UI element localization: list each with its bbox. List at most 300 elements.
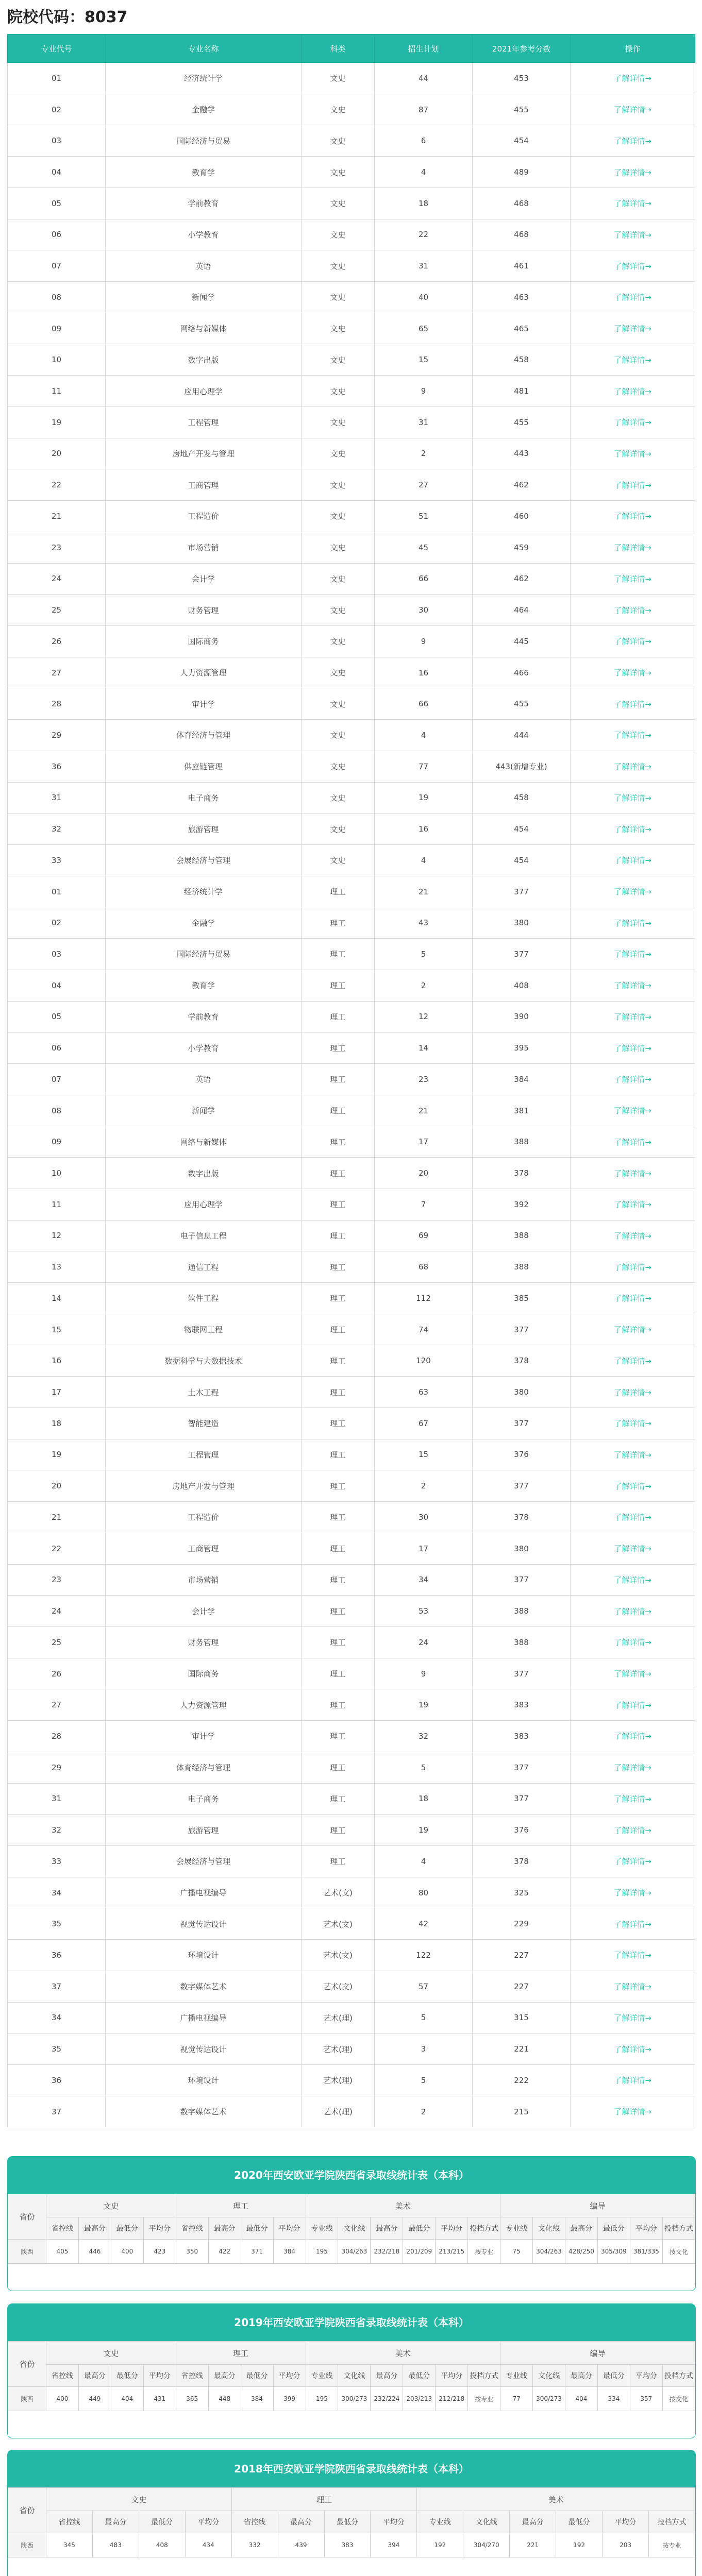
category-cell: 艺术(理)	[302, 2096, 375, 2127]
plan-cell: 24	[375, 1626, 473, 1658]
score-cell: 305/309	[597, 2240, 630, 2264]
category-cell: 理工	[302, 1001, 375, 1032]
major-name-cell: 广播电视编导	[106, 1877, 302, 1908]
plan-cell: 66	[375, 688, 473, 720]
score-cell: 422	[208, 2240, 241, 2264]
plan-cell: 20	[375, 1158, 473, 1189]
details-link[interactable]: 了解详情→	[614, 1168, 651, 1178]
major-code-cell: 29	[8, 720, 106, 751]
sub-header: 投档方式	[468, 2217, 500, 2240]
plan-cell: 45	[375, 532, 473, 563]
major-name-cell: 国际经济与贸易	[106, 939, 302, 970]
major-name-cell: 工程管理	[106, 406, 302, 438]
plan-cell: 4	[375, 1845, 473, 1877]
sub-header: 省控线	[176, 2217, 208, 2240]
major-name-cell: 数字媒体艺术	[106, 1971, 302, 2002]
category-cell: 文史	[302, 313, 375, 344]
score-cell: 434	[185, 2533, 231, 2557]
details-link[interactable]: 了解详情→	[614, 605, 651, 615]
table-row	[8, 1001, 695, 1032]
major-name-cell: 金融学	[106, 94, 302, 125]
plan-cell: 4	[375, 157, 473, 188]
plan-cell: 51	[375, 501, 473, 532]
score-cell: 462	[473, 563, 571, 595]
stat-box-2019	[7, 2303, 696, 2438]
action-cell	[571, 595, 695, 626]
score-cell: 394	[371, 2533, 417, 2557]
score-cell: 380	[473, 907, 571, 939]
score-cell: 423	[143, 2240, 176, 2264]
action-cell	[571, 2002, 695, 2033]
details-link[interactable]: 了解详情→	[614, 574, 651, 584]
major-code-cell: 27	[8, 1689, 106, 1721]
plan-cell: 77	[375, 751, 473, 782]
plan-cell: 67	[375, 1408, 473, 1439]
category-cell: 文史	[302, 94, 375, 125]
details-link[interactable]: 了解详情→	[614, 1200, 651, 1210]
details-link[interactable]: 了解详情→	[614, 1294, 651, 1303]
details-link[interactable]: 了解详情→	[614, 1575, 651, 1585]
plan-cell: 12	[375, 1001, 473, 1032]
action-cell	[571, 2065, 695, 2096]
plan-cell: 9	[375, 376, 473, 407]
action-cell	[571, 313, 695, 344]
major-name-cell: 软件工程	[106, 1283, 302, 1314]
sub-header: 平均分	[185, 2511, 231, 2533]
score-cell: 454	[473, 844, 571, 876]
score-cell: 464	[473, 595, 571, 626]
action-cell	[571, 1908, 695, 1940]
major-name-cell: 会展经济与管理	[106, 1845, 302, 1877]
details-link[interactable]: 了解详情→	[614, 1638, 651, 1648]
table-row	[8, 1626, 695, 1658]
sub-header: 最低分	[324, 2511, 371, 2533]
table-row	[8, 625, 695, 657]
major-name-cell: 新闻学	[106, 1095, 302, 1126]
score-cell: 201/209	[403, 2240, 436, 2264]
details-link[interactable]: 了解详情→	[614, 981, 651, 991]
details-link[interactable]: 了解详情→	[614, 2107, 651, 2117]
action-cell	[571, 157, 695, 188]
details-link[interactable]: 了解详情→	[614, 950, 651, 959]
province-header: 省份	[8, 2194, 46, 2240]
major-code-cell: 15	[8, 1314, 106, 1345]
action-cell	[571, 1596, 695, 1627]
province-cell: 陕西	[8, 2240, 46, 2264]
details-link[interactable]: 了解详情→	[614, 1732, 651, 1741]
details-link[interactable]: 了解详情→	[614, 1356, 651, 1366]
column-header: 专业代号	[8, 35, 106, 63]
details-link[interactable]: 了解详情→	[614, 731, 651, 740]
details-link[interactable]: 了解详情→	[614, 1231, 651, 1241]
category-cell: 文史	[302, 344, 375, 376]
group-header: 编导	[500, 2342, 695, 2365]
details-link[interactable]: 了解详情→	[614, 856, 651, 866]
category-cell: 理工	[302, 1626, 375, 1658]
plan-cell: 4	[375, 720, 473, 751]
action-cell	[571, 1783, 695, 1815]
major-code-cell: 04	[8, 157, 106, 188]
plan-cell: 3	[375, 2033, 473, 2065]
action-cell	[571, 282, 695, 313]
details-link[interactable]: 了解详情→	[614, 1825, 651, 1835]
score-cell: 377	[473, 1564, 571, 1596]
details-link[interactable]: 了解详情→	[614, 668, 651, 678]
sub-header: 最低分	[556, 2511, 603, 2533]
sub-header: 最低分	[241, 2217, 273, 2240]
table-row	[8, 1845, 695, 1877]
details-link[interactable]: 了解详情→	[614, 824, 651, 834]
action-cell	[571, 844, 695, 876]
category-cell: 理工	[302, 1220, 375, 1251]
details-link[interactable]: 了解详情→	[614, 762, 651, 772]
category-cell: 艺术(文)	[302, 1940, 375, 1971]
details-link[interactable]: 了解详情→	[614, 887, 651, 897]
major-name-cell: 经济统计学	[106, 63, 302, 94]
major-code-cell: 24	[8, 563, 106, 595]
details-link[interactable]: 了解详情→	[614, 449, 651, 459]
sub-header: 省控线	[46, 2511, 93, 2533]
plan-cell: 5	[375, 1752, 473, 1783]
group-header: 理工	[176, 2342, 306, 2365]
table-row	[8, 1940, 695, 1971]
score-cell: 455	[473, 688, 571, 720]
action-cell	[571, 1064, 695, 1095]
details-link[interactable]: 了解详情→	[614, 1919, 651, 1929]
details-link[interactable]: 了解详情→	[614, 2044, 651, 2054]
score-cell: 448	[208, 2387, 241, 2411]
plan-cell: 2	[375, 970, 473, 1001]
action-cell	[571, 532, 695, 563]
details-link[interactable]: 了解详情→	[614, 637, 651, 647]
category-cell: 理工	[302, 1314, 375, 1345]
score-cell: 227	[473, 1971, 571, 2002]
table-row	[8, 2065, 695, 2096]
score-cell: 222	[473, 2065, 571, 2096]
major-name-cell: 财务管理	[106, 1626, 302, 1658]
action-cell	[571, 1533, 695, 1564]
stat-box-2020	[7, 2156, 696, 2291]
details-link[interactable]: 了解详情→	[614, 1794, 651, 1804]
details-link[interactable]: 了解详情→	[614, 1481, 651, 1491]
details-link[interactable]: 了解详情→	[614, 136, 651, 146]
major-code-cell: 22	[8, 469, 106, 501]
category-cell: 文史	[302, 625, 375, 657]
details-link[interactable]: 了解详情→	[614, 1419, 651, 1429]
sub-header: 专业线	[500, 2365, 533, 2387]
major-code-cell: 10	[8, 1158, 106, 1189]
table-row	[8, 344, 695, 376]
plan-cell: 2	[375, 2096, 473, 2127]
details-link[interactable]: 了解详情→	[614, 1951, 651, 1960]
major-name-cell: 应用心理学	[106, 376, 302, 407]
sub-header: 最低分	[111, 2217, 143, 2240]
sub-header: 专业线	[306, 2365, 338, 2387]
table-row	[8, 595, 695, 626]
action-cell	[571, 1845, 695, 1877]
major-name-cell: 数字出版	[106, 1158, 302, 1189]
table-row	[8, 907, 695, 939]
details-link[interactable]: 了解详情→	[614, 418, 651, 428]
score-cell: 459	[473, 532, 571, 563]
table-row	[8, 814, 695, 845]
score-cell: 405	[46, 2240, 79, 2264]
action-cell	[571, 907, 695, 939]
sub-header: 平均分	[436, 2365, 468, 2387]
score-cell: 449	[78, 2387, 111, 2411]
details-link[interactable]: 了解详情→	[614, 324, 651, 334]
major-name-cell: 国际经济与贸易	[106, 125, 302, 157]
action-cell	[571, 1815, 695, 1846]
score-cell: 376	[473, 1815, 571, 1846]
major-code-cell: 36	[8, 1940, 106, 1971]
score-cell: 377	[473, 1470, 571, 1502]
province-header: 省份	[8, 2488, 46, 2533]
majors-header-row	[8, 35, 695, 63]
score-cell: 458	[473, 782, 571, 814]
major-name-cell: 旅游管理	[106, 814, 302, 845]
plan-cell: 53	[375, 1596, 473, 1627]
sub-header: 最低分	[597, 2365, 630, 2387]
major-name-cell: 电子商务	[106, 782, 302, 814]
table-row	[8, 1752, 695, 1783]
details-link[interactable]: 了解详情→	[614, 386, 651, 396]
details-link[interactable]: 了解详情→	[614, 1106, 651, 1116]
details-link[interactable]: 了解详情→	[614, 543, 651, 553]
table-row	[8, 2387, 695, 2411]
details-link[interactable]: 了解详情→	[614, 199, 651, 209]
major-name-cell: 数据科学与大数据技术	[106, 1345, 302, 1377]
category-cell: 理工	[302, 1658, 375, 1689]
plan-cell: 44	[375, 63, 473, 94]
score-cell: 455	[473, 406, 571, 438]
action-cell	[571, 376, 695, 407]
score-cell: 390	[473, 1001, 571, 1032]
table-row	[8, 188, 695, 219]
details-link[interactable]: 了解详情→	[614, 1982, 651, 1992]
details-link[interactable]: 了解详情→	[614, 1137, 651, 1147]
score-cell: 按文化	[662, 2240, 695, 2264]
major-name-cell: 小学教育	[106, 219, 302, 250]
action-cell	[571, 1940, 695, 1971]
table-row	[8, 1908, 695, 1940]
action-cell	[571, 1752, 695, 1783]
column-header: 招生计划	[375, 35, 473, 63]
major-name-cell: 财务管理	[106, 595, 302, 626]
major-code-cell: 11	[8, 1189, 106, 1220]
score-cell: 332	[231, 2533, 278, 2557]
score-cell: 381	[473, 1095, 571, 1126]
score-cell: 404	[111, 2387, 143, 2411]
sub-header: 平均分	[273, 2217, 306, 2240]
action-cell	[571, 1377, 695, 1408]
details-link[interactable]: 了解详情→	[614, 167, 651, 177]
table-row	[8, 1126, 695, 1158]
group-header: 文史	[46, 2342, 176, 2365]
details-link[interactable]: 了解详情→	[614, 1075, 651, 1084]
action-cell	[571, 1283, 695, 1314]
details-link[interactable]: 了解详情→	[614, 480, 651, 490]
action-cell	[571, 501, 695, 532]
major-name-cell: 工程管理	[106, 1439, 302, 1470]
details-link[interactable]: 了解详情→	[614, 1043, 651, 1053]
action-cell	[571, 188, 695, 219]
table-row	[8, 1971, 695, 2002]
details-link[interactable]: 了解详情→	[614, 293, 651, 302]
details-link[interactable]: 了解详情→	[614, 793, 651, 803]
action-cell	[571, 2096, 695, 2127]
plan-cell: 17	[375, 1533, 473, 1564]
major-code-cell: 26	[8, 625, 106, 657]
table-row	[8, 1189, 695, 1220]
score-cell: 383	[324, 2533, 371, 2557]
score-cell: 304/270	[463, 2533, 510, 2557]
plan-cell: 15	[375, 1439, 473, 1470]
category-cell: 理工	[302, 1189, 375, 1220]
score-cell: 381/335	[630, 2240, 662, 2264]
sub-header: 平均分	[371, 2511, 417, 2533]
score-cell: 203/213	[403, 2387, 436, 2411]
group-header: 文史	[46, 2488, 232, 2511]
score-cell: 212/218	[436, 2387, 468, 2411]
plan-cell: 5	[375, 2002, 473, 2033]
major-code-cell: 07	[8, 1064, 106, 1095]
category-cell: 理工	[302, 876, 375, 907]
plan-cell: 22	[375, 219, 473, 250]
details-link[interactable]: 了解详情→	[614, 1700, 651, 1710]
details-link[interactable]: 了解详情→	[614, 1325, 651, 1335]
major-code-cell: 29	[8, 1752, 106, 1783]
major-code-cell: 12	[8, 1220, 106, 1251]
details-link[interactable]: 了解详情→	[614, 2076, 651, 2086]
action-cell	[571, 1001, 695, 1032]
column-header: 操作	[571, 35, 695, 63]
major-code-cell: 36	[8, 751, 106, 782]
details-link[interactable]: 了解详情→	[614, 918, 651, 928]
sub-header: 最高分	[208, 2217, 241, 2240]
category-cell: 文史	[302, 563, 375, 595]
score-cell: 468	[473, 188, 571, 219]
plan-cell: 68	[375, 1251, 473, 1283]
category-cell: 理工	[302, 1377, 375, 1408]
details-link[interactable]: 了解详情→	[614, 2013, 651, 2023]
score-cell: 458	[473, 344, 571, 376]
score-cell: 304/263	[533, 2240, 565, 2264]
major-name-cell: 工程造价	[106, 501, 302, 532]
sub-header: 平均分	[603, 2511, 649, 2533]
details-link[interactable]: 了解详情→	[614, 1888, 651, 1898]
table-row	[8, 1439, 695, 1470]
major-name-cell: 数字媒体艺术	[106, 2096, 302, 2127]
action-cell	[571, 970, 695, 1001]
major-code-cell: 25	[8, 1626, 106, 1658]
major-code-cell: 11	[8, 376, 106, 407]
major-name-cell: 市场营销	[106, 1564, 302, 1596]
category-cell: 文史	[302, 720, 375, 751]
details-link[interactable]: 了解详情→	[614, 1544, 651, 1554]
major-code-cell: 03	[8, 939, 106, 970]
details-link[interactable]: 了解详情→	[614, 1763, 651, 1773]
plan-cell: 31	[375, 406, 473, 438]
score-cell: 383	[473, 1689, 571, 1721]
score-cell: 404	[565, 2387, 598, 2411]
major-name-cell: 小学教育	[106, 1032, 302, 1064]
details-link[interactable]: 了解详情→	[614, 1606, 651, 1616]
details-link[interactable]: 了解详情→	[614, 699, 651, 709]
score-cell: 350	[176, 2240, 208, 2264]
group-header: 美术	[417, 2488, 695, 2511]
major-name-cell: 环境设计	[106, 2065, 302, 2096]
details-link[interactable]: 了解详情→	[614, 105, 651, 115]
details-link[interactable]: 了解详情→	[614, 230, 651, 240]
details-link[interactable]: 了解详情→	[614, 1513, 651, 1522]
score-cell: 192	[556, 2533, 603, 2557]
score-cell: 400	[46, 2387, 79, 2411]
table-row	[8, 376, 695, 407]
plan-cell: 42	[375, 1908, 473, 1940]
major-name-cell: 新闻学	[106, 282, 302, 313]
details-link[interactable]: 了解详情→	[614, 512, 651, 521]
category-cell: 文史	[302, 63, 375, 94]
major-name-cell: 工程造价	[106, 1502, 302, 1533]
sub-header: 最高分	[208, 2365, 241, 2387]
details-link[interactable]: 了解详情→	[614, 1262, 651, 1272]
major-code-cell: 20	[8, 1470, 106, 1502]
table-row	[8, 2002, 695, 2033]
score-cell: 按专业	[648, 2533, 695, 2557]
action-cell	[571, 125, 695, 157]
major-code-cell: 03	[8, 125, 106, 157]
score-cell: 439	[278, 2533, 324, 2557]
details-link[interactable]: 了解详情→	[614, 261, 651, 271]
category-cell: 理工	[302, 1251, 375, 1283]
category-cell: 理工	[302, 1283, 375, 1314]
major-name-cell: 通信工程	[106, 1251, 302, 1283]
details-link[interactable]: 了解详情→	[614, 355, 651, 365]
plan-cell: 122	[375, 1940, 473, 1971]
action-cell	[571, 1971, 695, 2002]
action-cell	[571, 720, 695, 751]
major-name-cell: 人力资源管理	[106, 657, 302, 688]
major-code-cell: 33	[8, 1845, 106, 1877]
score-cell: 388	[473, 1626, 571, 1658]
sub-header: 最高分	[92, 2511, 139, 2533]
action-cell	[571, 625, 695, 657]
major-code-cell: 08	[8, 1095, 106, 1126]
details-link[interactable]: 了解详情→	[614, 1450, 651, 1460]
major-code-cell: 05	[8, 1001, 106, 1032]
table-row	[8, 1283, 695, 1314]
details-link[interactable]: 了解详情→	[614, 1012, 651, 1022]
major-name-cell: 房地产开发与管理	[106, 438, 302, 469]
table-row	[8, 125, 695, 157]
major-code-cell: 21	[8, 501, 106, 532]
details-link[interactable]: 了解详情→	[614, 1857, 651, 1867]
score-cell: 325	[473, 1877, 571, 1908]
table-row	[8, 782, 695, 814]
major-name-cell: 房地产开发与管理	[106, 1470, 302, 1502]
category-cell: 理工	[302, 1470, 375, 1502]
sub-header: 最低分	[403, 2365, 436, 2387]
details-link[interactable]: 了解详情→	[614, 1387, 651, 1397]
details-link[interactable]: 了解详情→	[614, 1669, 651, 1679]
major-name-cell: 体育经济与管理	[106, 720, 302, 751]
score-cell: 300/273	[533, 2387, 565, 2411]
details-link[interactable]: 了解详情→	[614, 74, 651, 83]
table-row	[8, 844, 695, 876]
score-cell: 380	[473, 1377, 571, 1408]
major-code-cell: 13	[8, 1251, 106, 1283]
